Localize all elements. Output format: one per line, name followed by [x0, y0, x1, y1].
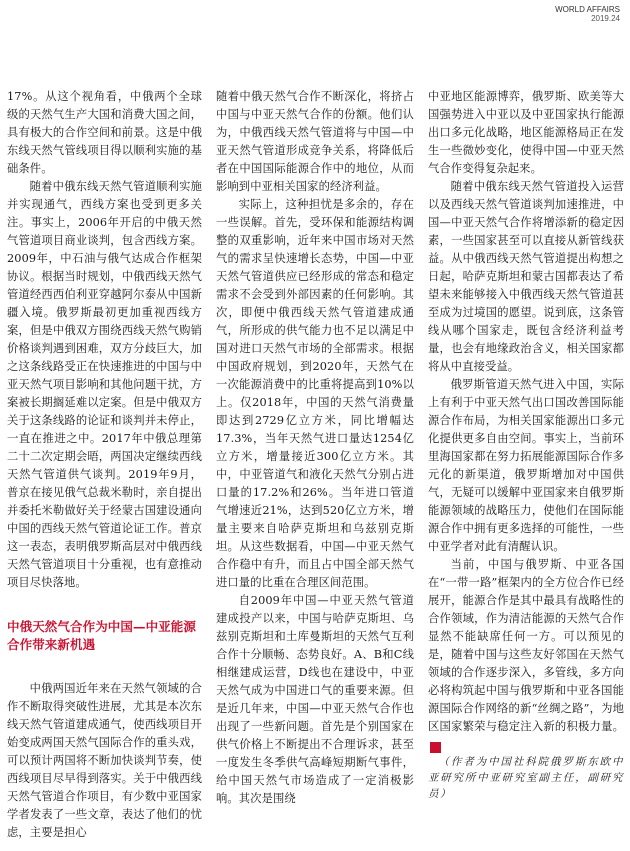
section-heading: 中俄天然气合作为中国—中亚能源合作带来新机遇 — [7, 619, 197, 652]
paragraph: 随着中俄天然气合作不断深化，将挤占中国与中亚天然气合作的份额。他们认为，中俄西线天然气管道将与中国—中亚天然气管道形成竞争关系，将降低后者在中国国际能源合作中的地位，从而影响到中亚相关国家的经济利益。 — [216, 90, 414, 193]
paragraph: 中亚地区能源博弈，俄罗斯、欧美等大国强势进入中亚以及中亚国家执行能源出口多元化战略，地区能源格局正在发生一些微妙变化，使得中国—中亚天然气合作变得复杂起来。 — [428, 90, 624, 175]
column-2 — [216, 88, 414, 808]
paragraph: 中俄两国近年来在天然气领域的合作不断取得突破性进展，尤其是本次东线天然气管道建成通气，使西线项目开始变成两国天然气国际合作的重头戏，可以预计两国将不断加快谈判节奏，使西线项目尽早得到落实。关于中俄西线天然气管道合作项目，有少数中亚国家学者发表了一些文章，表达了他们的忧虑，主要是担心 — [7, 682, 202, 839]
author-byline: （作者为中国社科院俄罗斯东欧中亚研究所中亚研究室副主任，副研究员） — [428, 756, 624, 800]
end-mark-icon: W — [430, 742, 441, 753]
paragraph: 俄罗斯管道天然气进入中国，实际上有利于中亚天然气出口国改善国际能源合作布局，为相关国家能源出口多元化提供更多自由空间。事实上，当前环里海国家都在努力拓展能源国际合作多元化的新渠道，俄罗斯增加对中国供气，无疑可以缓解中亚国家来自俄罗斯能源领域的战略压力，使他们在国际能源合作中拥有更多选择的可能性，一些中亚学者对此有清醒认识。 — [428, 378, 624, 553]
issue-number: 2019.24 — [591, 14, 620, 23]
magazine-title: WORLD AFFAIRS — [555, 5, 620, 14]
paragraph: 随着中俄东线天然气管道顺利实施并实现通气，西线方案也受到更多关注。事实上，2006年开启的中俄天然气管道项目商业谈判，包含西线方案。2009年，中石油与俄气达成合作框架协议。根据当时规划，中俄西线天然气管道经西西伯利亚穿越阿尔泰从中国新疆入境。俄罗斯最初更加重视西线方案，但是中俄双方围绕西线天然气购销价格谈判遇到困难，双方分歧巨大，加之这条线路受正在快速推进的中国与中亚天然气项目影响和其他问题干扰，方案被长期搁延难以定案。但是中俄双方关于这条线路的论证和谈判并未停止，一直在推进之中。2017年中俄总理第二十二次定期会晤，两国决定继续西线天然气管道供气谈判。2019年9月，普京在接见俄气总裁米勒时，亲自提出并委托米勒做好关于经蒙古国建设通向中国的西线天然气管道论证工作。普京这一表态，表明俄罗斯高层对中俄西线天然气管道项目十分重视，也有意推动项目尽快落地。 — [7, 180, 202, 589]
paragraph: 17%。从这个视角看，中俄两个全球级的天然气生产大国和消费大国之间，具有极大的合作空间和前景。这是中俄东线天然气管线项目得以顺利实施的基础条件。 — [7, 90, 202, 175]
paragraph-final — [428, 556, 624, 754]
paragraph-text: 当前，中国与俄罗斯、中亚各国在“一带一路”框架内的全方位合作已经展开，能源合作是其中最具有战略性的合作领域，作为清洁能源的天然气合作显然不能缺席任何一方。可以预见的是，随着中国与这些友好邻国在天然气领域的合作逐步深入，多管线，多方向必将构筑起中国与俄罗斯和中亚各国能源国际合作网络的新“丝绸之路”，为地区国家繁荣与稳定注入新的积极力量。 — [428, 558, 624, 733]
paragraph: 实际上，这种担忧是多余的，存在一些误解。首先，受环保和能源结构调整的双重影响，近年来中国市场对天然气的需求呈快速增长态势，中国—中亚天然气管道供应已经形成的常态和稳定需求不会受到外部因素的任何影响。其次，即便中俄西线天然气管道建成通气，所形成的供气能力也不足以满足中国对进口天然气市场的全部需求。根据中国政府规划，到2020年，天然气在一次能源消费中的比重将提高到10%以上。仅2018年，中国的天然气消费量即达到2729亿立方米，同比增幅达17.3%，当年天然气进口量达1254亿立方米，增量接近300亿立方米。其中，中亚管道气和液化天然气分别占进口量的17.2%和26%。当年进口管道气增速近21%，达到520亿立方米，增量主要来自哈萨克斯坦和乌兹别克斯坦。从这些数据看，中国—中亚天然气合作稳中有升，而且占中国全部天然气进口量的比重在合理区间范围。 — [216, 198, 414, 589]
paragraph: 自2009年中国—中亚天然气管道建成投产以来，中国与哈萨克斯坦、乌兹别克斯坦和土库曼斯坦的天然气互利合作十分顺畅、态势良好。A、B和C线相继建成运营，D线也在建设中，中亚天然气成为中国进口气的重要来源。但是近几年来，中国—中亚天然气合作也出现了一些新问题。首先是个别国家在供气价格上不断提出不合理诉求，甚至一度发生冬季供气高峰短期断气事件，给中国天然气市场造成了一定消极影响。其次是围绕 — [216, 594, 414, 805]
column-1 — [7, 88, 202, 842]
paragraph: 随着中俄东线天然气管道投入运营以及西线天然气管道谈判加速推进，中国—中亚天然气合作将增添新的稳定因素，一些国家甚至可以直接从新管线获益。从中俄西线天然气管道提出构想之日起，哈萨克斯坦和蒙古国都表达了希望未来能够接入中俄西线天然气管道甚至成为过境国的愿望。说到底，这条管线从哪个国家走，既包含经济利益考量，也会有地缘政治含义，相关国家都将从中直接受益。 — [428, 180, 624, 373]
masthead — [555, 5, 620, 23]
column-3 — [428, 88, 624, 802]
